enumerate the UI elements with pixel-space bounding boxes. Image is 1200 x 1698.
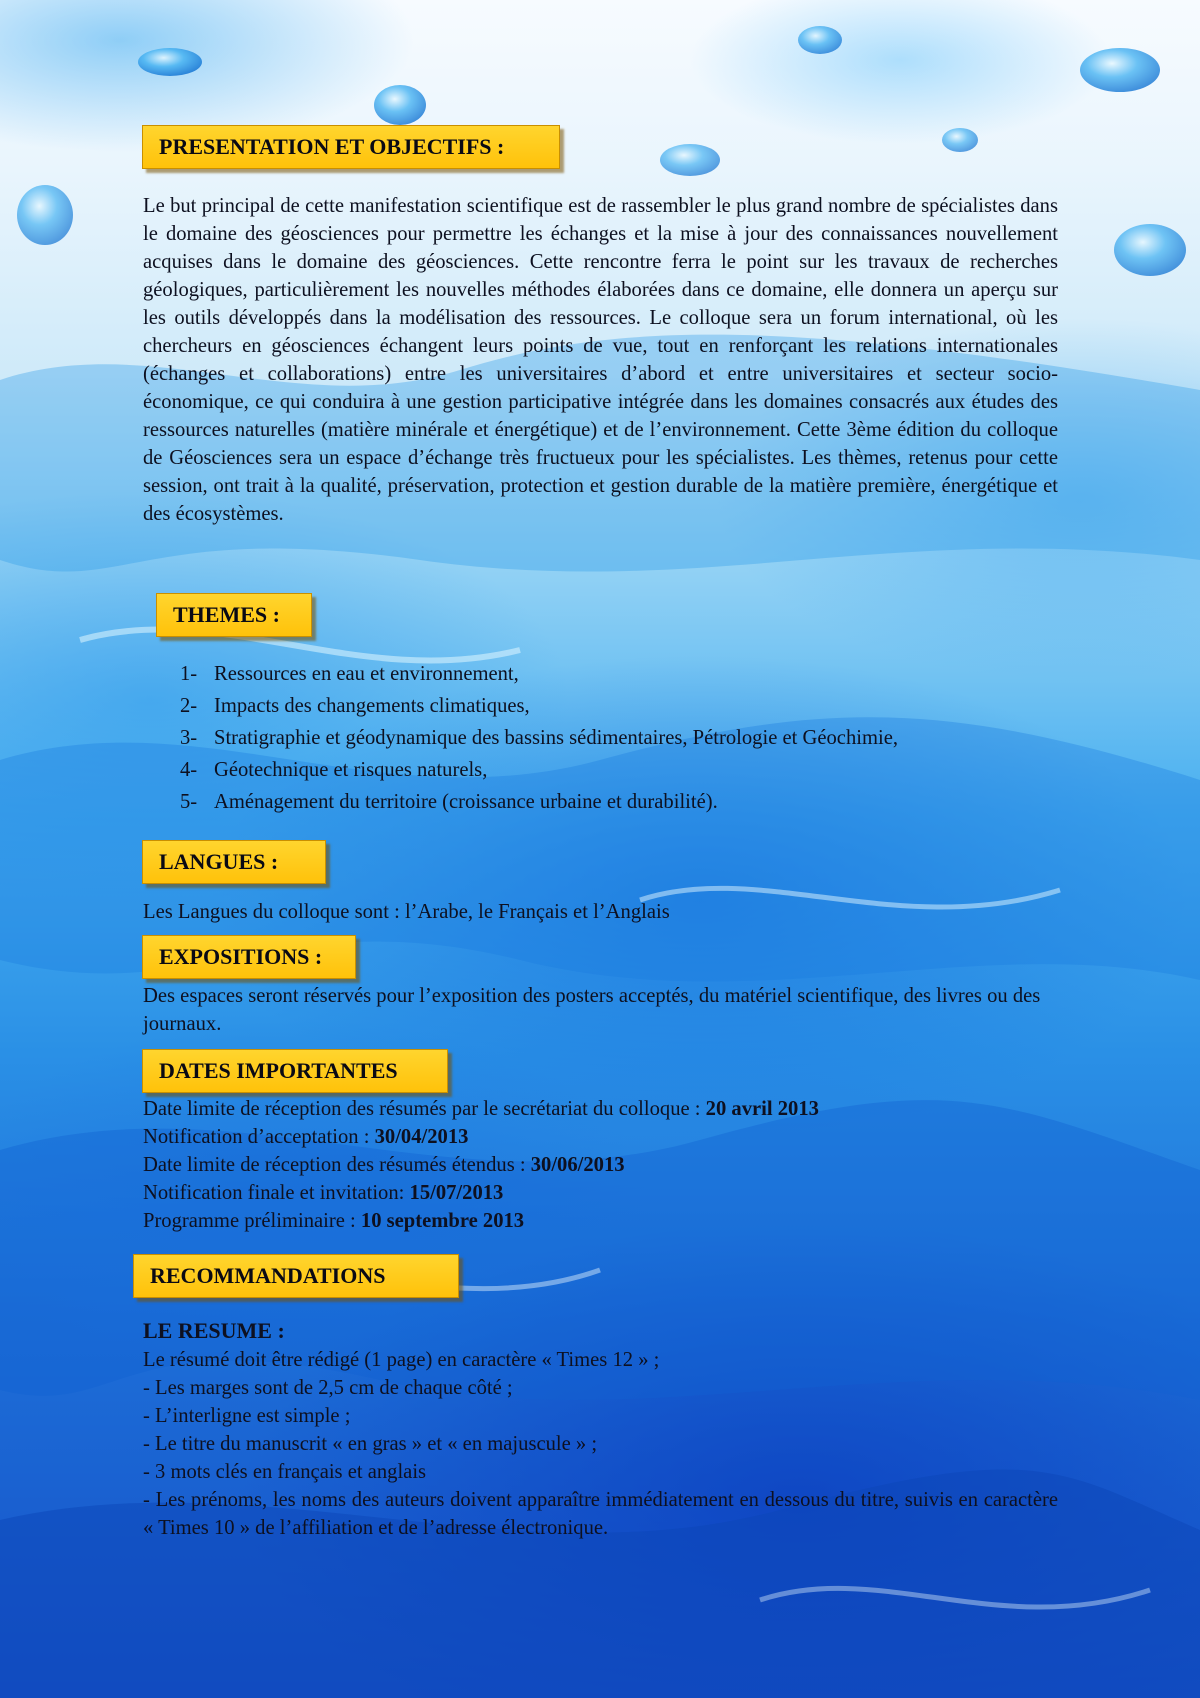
list-item: - L’interligne est simple ; (143, 1405, 351, 1427)
themes-list (180, 658, 898, 818)
date-row: Notification d’acceptation : 30/04/2013 (143, 1126, 469, 1148)
list-item: - 3 mots clés en français et anglais (143, 1461, 427, 1483)
list-item: - Le titre du manuscrit « en gras » et « en majuscule » ; (143, 1433, 598, 1455)
recommandations-heading: RECOMMANDATIONS (133, 1254, 459, 1298)
list-item: 1- Ressources en eau et environnement, (180, 663, 519, 685)
date-row: Date limite de réception des résumés étendus : 30/06/2013 (143, 1154, 625, 1176)
dates-heading: DATES IMPORTANTES (142, 1049, 448, 1093)
list-item: 2- Impacts des changements climatiques, (180, 695, 530, 717)
date-row: Date limite de réception des résumés par le secrétariat du colloque : 20 avril 2013 (143, 1098, 819, 1120)
themes-heading: THEMES : (156, 593, 312, 637)
list-item: Le résumé doit être rédigé (1 page) en caractère « Times 12 » ; (143, 1349, 660, 1371)
langues-body: Les Langues du colloque sont : l’Arabe, le Français et l’Anglais (143, 901, 670, 923)
langues-heading: LANGUES : (142, 840, 326, 884)
presentation-body: Le but principal de cette manifestation scientifique est de rassembler le plus grand nombre de spécialistes dans le domaine des géosciences pour permettre les échanges et la mise à jour des connaissances nouvellement acquises dans le domaine des géosciences. Cette rencontre ferra le point sur les travaux de recherches géologiques, particulièrement les nouvelles méthodes élaborées dans ce domaine, elle donnera un aperçu sur les outils développés dans la modélisation des ressources. Le colloque sera un forum international, où les chercheurs en géosciences échangent leurs points de vue, tout en renforçant les relations internationales (échanges et collaborations) entre les universitaires d’abord et entre universitaires et secteur socio-économique, ce qui conduira à une gestion participative intégrée dans les domaines consacrés aux études des ressources naturelles (matière minérale et énergétique) et de l’environnement. Cette 3ème édition du colloque de Géosciences sera un espace d’échange très fructueux pour les spécialistes. Les thèmes, retenus pour cette session, ont trait à la qualité, préservation, protection et gestion durable de la matière première, énergétique et des écosystèmes. (143, 195, 1058, 525)
list-item: - Les marges sont de 2,5 cm de chaque côté ; (143, 1377, 513, 1399)
resume-subheading: LE RESUME : (143, 1318, 285, 1343)
date-row: Notification finale et invitation: 15/07/2013 (143, 1182, 504, 1204)
list-item: - Les prénoms, les noms des auteurs doivent apparaître immédiatement en dessous du titre, suivis en caractère « Times 10 » de l’affiliation et de l’adresse électronique. (143, 1489, 1058, 1539)
list-item: 3- Stratigraphie et géodynamique des bassins sédimentaires, Pétrologie et Géochimie, (180, 727, 898, 749)
list-item: 4- Géotechnique et risques naturels, (180, 759, 488, 781)
expositions-heading: EXPOSITIONS : (142, 935, 356, 979)
list-item: 5- Aménagement du territoire (croissance urbaine et durabilité). (180, 791, 718, 813)
date-row: Programme préliminaire : 10 septembre 2013 (143, 1210, 525, 1232)
expositions-body: Des espaces seront réservés pour l’exposition des posters acceptés, du matériel scientifique, des livres ou des journaux. (143, 985, 1041, 1035)
presentation-heading: PRESENTATION ET OBJECTIFS : (142, 125, 560, 169)
